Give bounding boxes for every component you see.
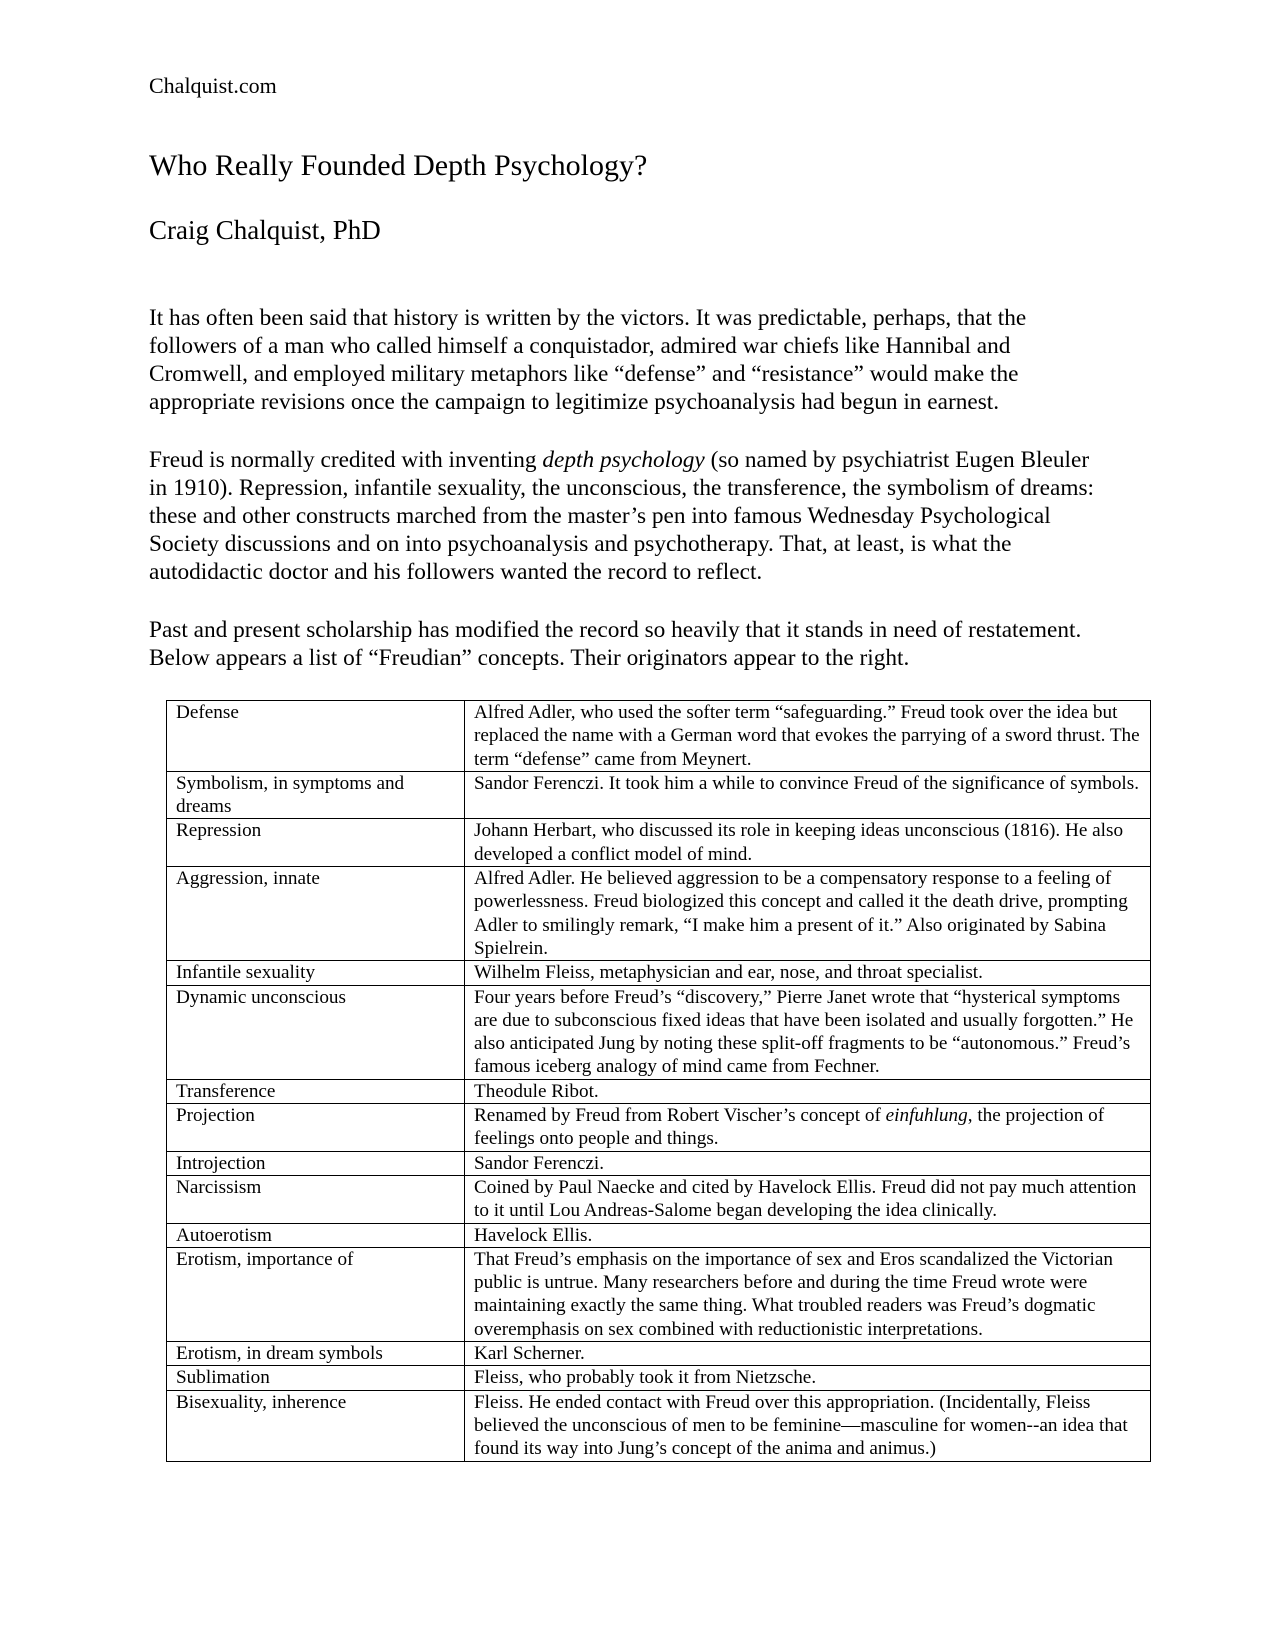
concept-cell: Dynamic unconscious	[167, 985, 465, 1079]
originator-cell: Fleiss, who probably took it from Nietzsche.	[465, 1366, 1151, 1390]
paragraph-text: (so named by psychiatrist Eugen Bleuler in 1910). Repression, infantile sexuality, the unconscious, the transference, the symbolism of dreams: these and other constructs marched from the master’s pen into famous Wednesday Psychological Society discussions and on into psychoanalysis and psychotherapy. That, at least, is what the autodidactic doctor and his followers wanted the record to reflect.	[149, 447, 1095, 585]
originator-cell: Alfred Adler. He believed aggression to be a compensatory response to a feeling of powerlessness. Freud biologized this concept and called it the death drive, prompting Adler to smilingly remark, “I make him a present of it.” Also originated by Sabina Spielrein.	[465, 867, 1151, 961]
originator-cell: Theodule Ribot.	[465, 1079, 1151, 1103]
concept-cell: Aggression, innate	[167, 867, 465, 961]
originator-cell: Johann Herbart, who discussed its role in keeping ideas unconscious (1816). He also developed a conflict model of mind.	[465, 819, 1151, 867]
table-row	[167, 1104, 1151, 1152]
emphasis-term: einfuhlung	[885, 1105, 968, 1127]
originator-cell: Karl Scherner.	[465, 1342, 1151, 1366]
table-row	[167, 1247, 1151, 1341]
table-row	[167, 1366, 1151, 1390]
originator-cell: Coined by Paul Naecke and cited by Havelock Ellis. Freud did not pay much attention to it until Lou Andreas-Salome began developing the idea clinically.	[465, 1175, 1151, 1223]
originator-cell: Alfred Adler, who used the softer term “safeguarding.” Freud took over the idea but replaced the name with a German word that evokes the parrying of a sword thrust. The term “defense” came from Meynert.	[465, 701, 1151, 772]
paragraph-text: Freud is normally credited with inventing	[149, 447, 543, 473]
originator-text: Renamed by Freud from Robert Vischer’s concept of	[474, 1105, 886, 1127]
table-row	[167, 961, 1151, 985]
concept-cell: Repression	[167, 819, 465, 867]
originator-cell: Wilhelm Fleiss, metaphysician and ear, nose, and throat specialist.	[465, 961, 1151, 985]
concept-cell: Projection	[167, 1104, 465, 1152]
concepts-table	[166, 700, 1151, 1462]
table-row	[167, 1390, 1151, 1461]
table-row	[167, 1223, 1151, 1247]
site-header: Chalquist.com	[149, 73, 277, 98]
concept-cell: Erotism, importance of	[167, 1247, 465, 1341]
concept-cell: Sublimation	[167, 1366, 465, 1390]
table-row	[167, 867, 1151, 961]
table-row	[167, 985, 1151, 1079]
table-row	[167, 1151, 1151, 1175]
originator-cell	[465, 1104, 1151, 1152]
originator-cell: Havelock Ellis.	[465, 1223, 1151, 1247]
originator-text: , the projection of feelings onto people and things.	[474, 1105, 1105, 1150]
concept-cell: Bisexuality, inherence	[167, 1390, 465, 1461]
originator-cell: Fleiss. He ended contact with Freud over this appropriation. (Incidentally, Fleiss believed the unconscious of men to be feminine—masculine for women--an idea that found its way into Jung’s concept of the anima and animus.)	[465, 1390, 1151, 1461]
table-row	[167, 771, 1151, 819]
concept-cell: Autoerotism	[167, 1223, 465, 1247]
author-byline: Craig Chalquist, PhD	[149, 215, 381, 245]
list-intro-paragraph: Past and present scholarship has modified the record so heavily that it stands in need of restatement. Below appears a list of “Freudian” concepts. Their originators appear to the right.	[149, 617, 1082, 671]
page-title: Who Really Founded Depth Psychology?	[149, 149, 648, 182]
concept-cell: Erotism, in dream symbols	[167, 1342, 465, 1366]
depth-psychology-paragraph	[149, 446, 1109, 586]
concept-cell: Symbolism, in symptoms and dreams	[167, 771, 465, 819]
table-row	[167, 819, 1151, 867]
intro-paragraph: It has often been said that history is written by the victors. It was predictable, perhaps, that the followers of a man who called himself a conquistador, admired war chiefs like Hannibal and Cromwell, and employed military metaphors like “defense” and “resistance” would make the appropriate revisions once the campaign to legitimize psychoanalysis had begun in earnest.	[149, 305, 1027, 415]
table-row	[167, 1342, 1151, 1366]
concept-cell: Transference	[167, 1079, 465, 1103]
table-row	[167, 1175, 1151, 1223]
originator-cell: Four years before Freud’s “discovery,” Pierre Janet wrote that “hysterical symptoms are due to subconscious fixed ideas that have been isolated and usually forgotten.” He also anticipated Jung by noting these split-off fragments to be “autonomous.” Freud’s famous iceberg analogy of mind came from Fechner.	[465, 985, 1151, 1079]
concept-cell: Narcissism	[167, 1175, 465, 1223]
originator-cell: Sandor Ferenczi.	[465, 1151, 1151, 1175]
originator-cell: That Freud’s emphasis on the importance of sex and Eros scandalized the Victorian public is untrue. Many researchers before and during the time Freud wrote were maintaining exactly the same thing. What troubled readers was Freud’s dogmatic overemphasis on sex combined with reductionistic interpretations.	[465, 1247, 1151, 1341]
concept-cell: Defense	[167, 701, 465, 772]
table-row	[167, 701, 1151, 772]
concept-cell: Introjection	[167, 1151, 465, 1175]
table-row	[167, 1079, 1151, 1103]
originator-cell: Sandor Ferenczi. It took him a while to convince Freud of the significance of symbols.	[465, 771, 1151, 819]
concept-cell: Infantile sexuality	[167, 961, 465, 985]
emphasis-term: depth psychology	[542, 447, 705, 473]
